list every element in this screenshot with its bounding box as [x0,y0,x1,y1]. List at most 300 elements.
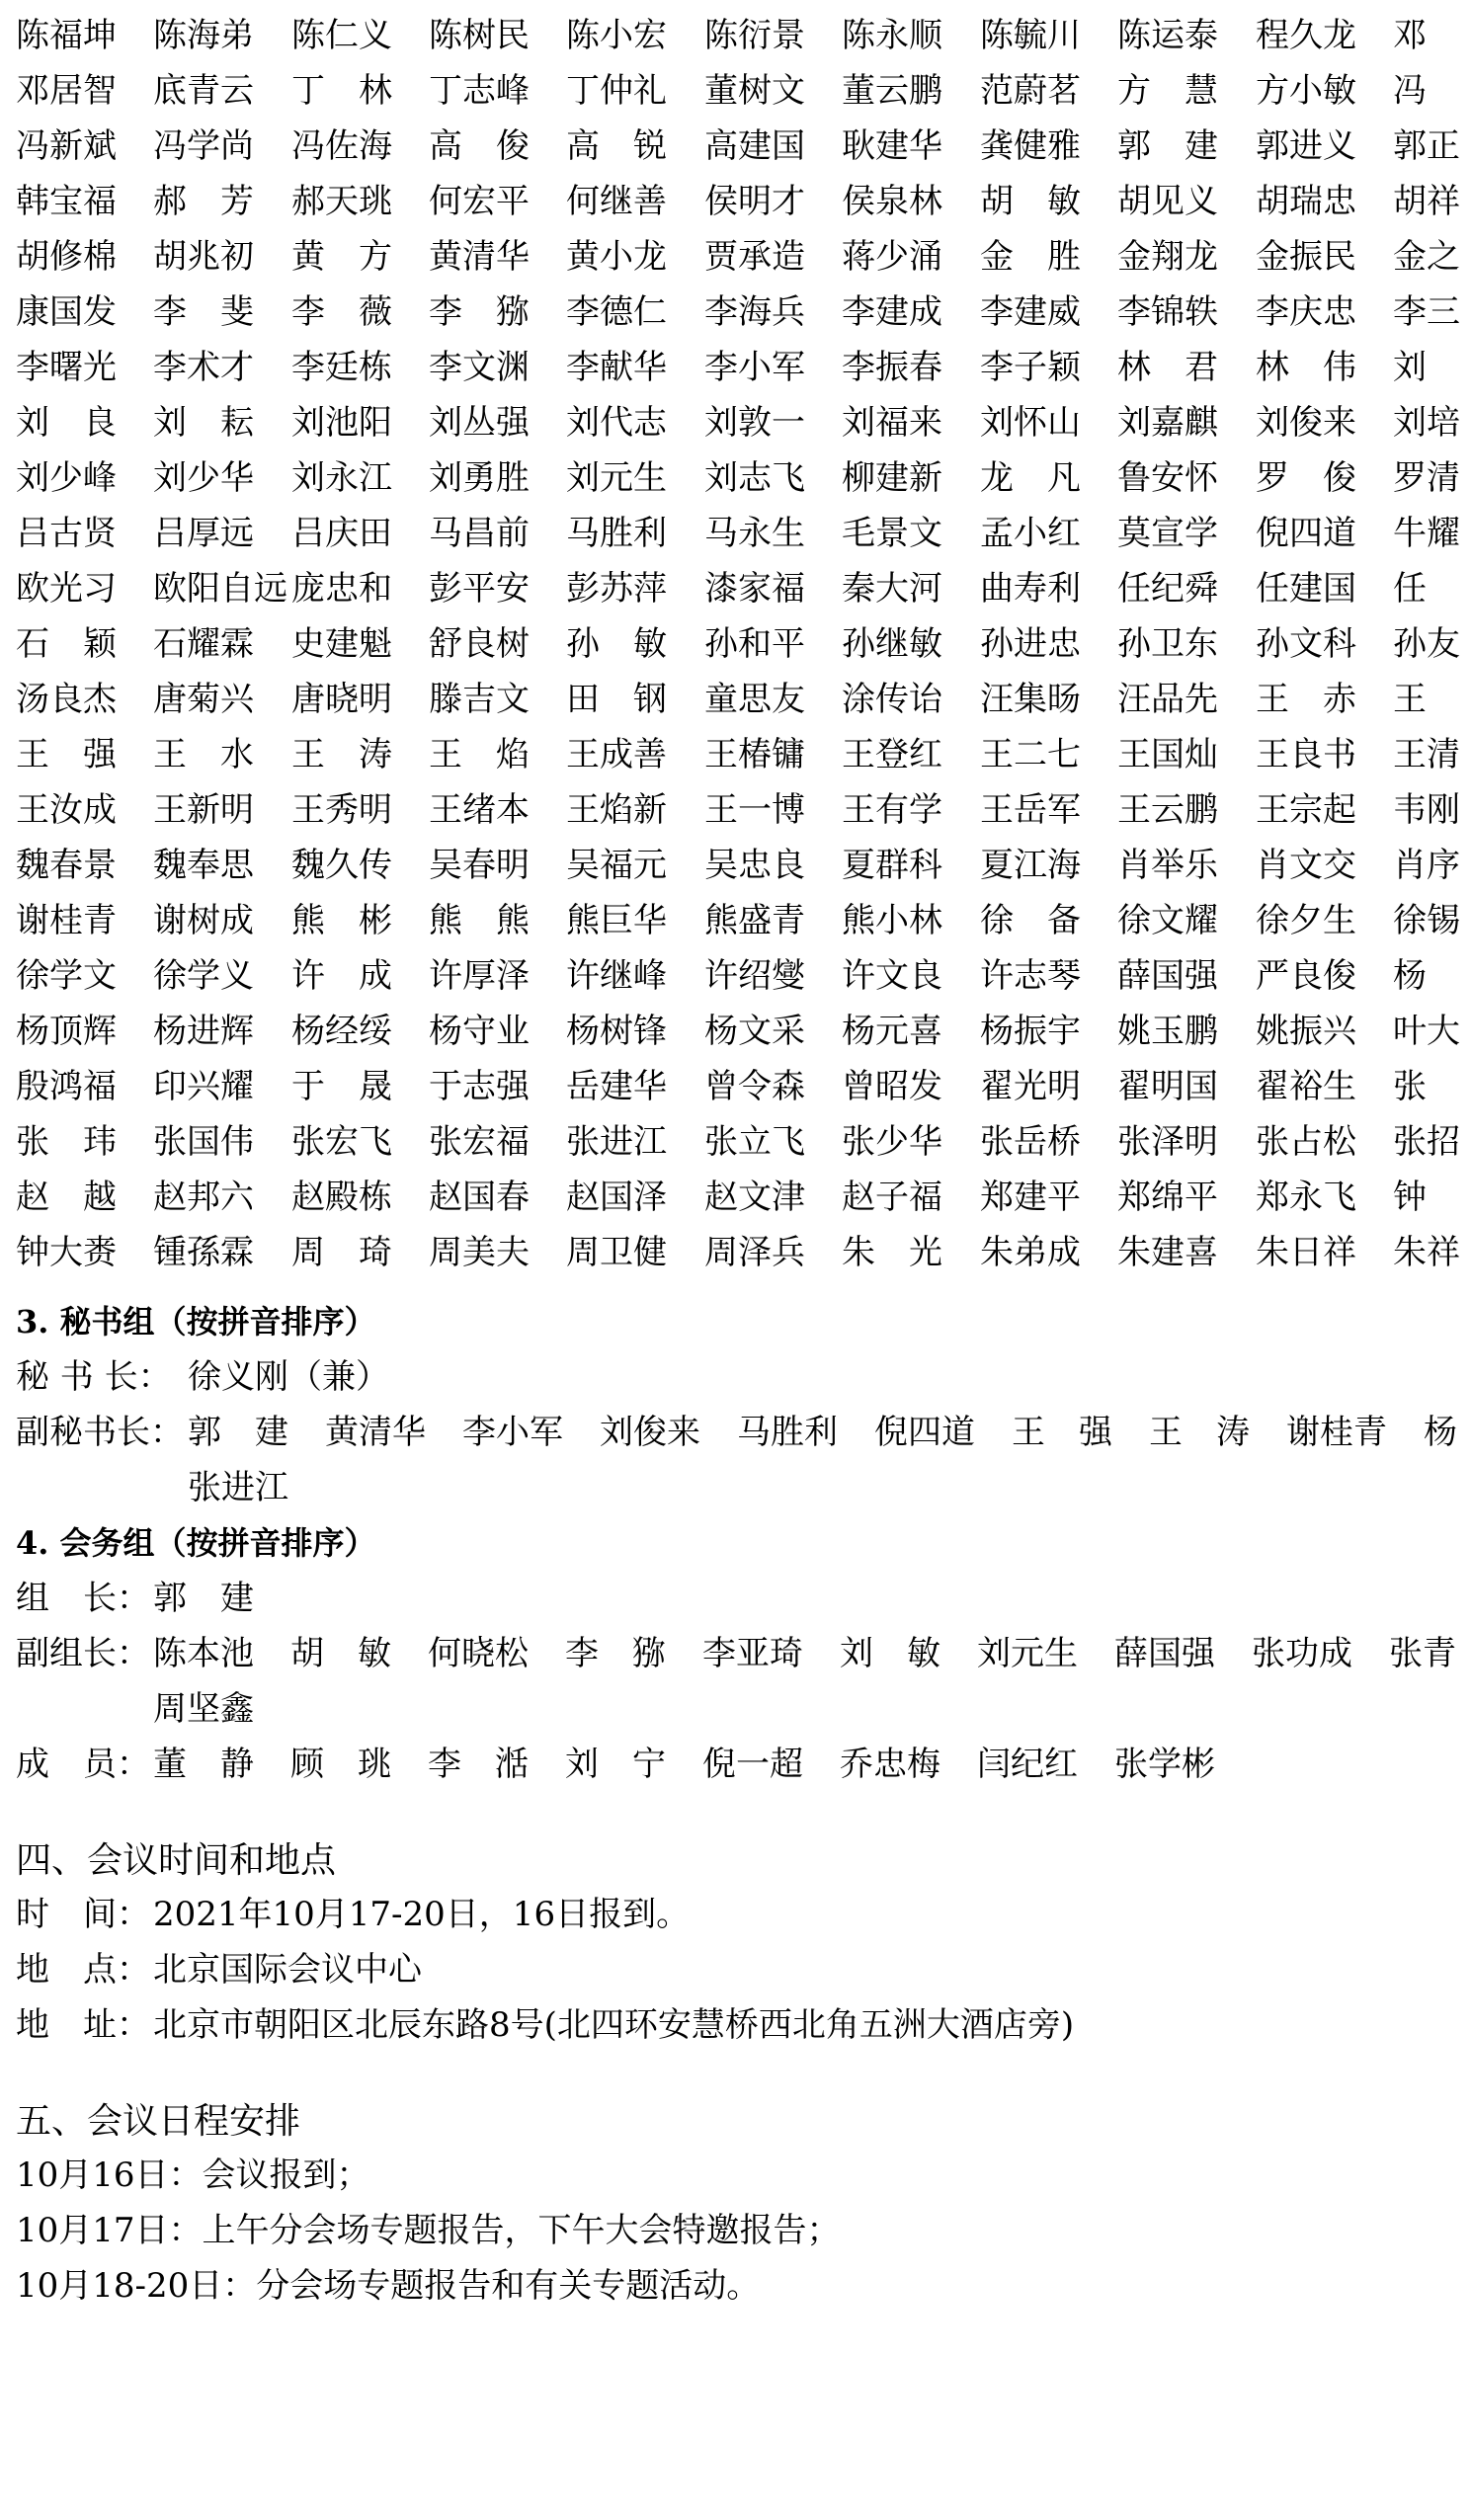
person-name: 张宏福 [429,1122,530,1162]
person-name: 侯明才 [704,182,805,221]
schedule-heading: 五、会议日程安排 [16,2101,301,2142]
person-name: 何宏平 [429,182,530,221]
person-name: 张占松 [1256,1122,1356,1162]
person-name: 李 猕 [429,292,530,332]
person-name: 李小军 [704,348,805,387]
affairs-heading: 4. 会务组（按拼音排序） [16,1524,376,1562]
person-name: 倪四道 [874,1413,975,1452]
time-label: 时 间： [16,1895,150,1934]
person-name: 陈衍景 [704,16,805,55]
person-name: 王椿镛 [704,735,805,774]
person-name: 刘少华 [153,458,254,498]
person-name: 唐晓明 [291,680,392,719]
person-name: 金翔龙 [1117,237,1218,277]
person-name: 肖举乐 [1117,846,1218,885]
person-name: 杨 [1393,956,1427,996]
person-name: 孙继敏 [842,624,942,664]
person-name: 何晓松 [428,1634,529,1673]
person-name: 耿建华 [842,126,942,166]
person-name: 肖文交 [1256,846,1356,885]
person-name: 毛景文 [842,514,942,553]
person-name: 李庆忠 [1256,292,1356,332]
person-name: 王一博 [704,790,805,830]
person-name: 李小军 [462,1413,563,1452]
person-name: 魏奉思 [153,846,254,885]
person-name: 冯 [1393,71,1427,111]
person-name: 李德仁 [566,292,667,332]
person-name: 曾令森 [704,1067,805,1106]
person-name: 郝天珧 [291,182,392,221]
person-name: 刘元生 [566,458,667,498]
person-name: 马胜利 [566,514,667,553]
affairs-leader-value: 郭 建 [153,1579,254,1618]
person-name: 滕吉文 [429,680,530,719]
person-name: 赵邦六 [153,1178,254,1217]
person-name: 田 钢 [566,680,667,719]
person-name: 薛国强 [1117,956,1218,996]
person-name: 郑建平 [980,1178,1081,1217]
person-name: 杨振宇 [980,1012,1081,1051]
person-name: 孟小红 [980,514,1081,553]
person-name: 许继峰 [566,956,667,996]
person-name: 黄小龙 [566,237,667,277]
person-name: 夏江海 [980,846,1081,885]
person-name: 刘勇胜 [429,458,530,498]
person-name: 胡见义 [1117,182,1218,221]
person-name: 刘俊来 [600,1413,700,1452]
person-name: 刘元生 [977,1634,1078,1673]
person-name: 胡 敏 [980,182,1081,221]
person-name: 周 琦 [291,1233,392,1272]
person-name: 冯新斌 [16,126,117,166]
person-name: 魏久传 [291,846,392,885]
person-name: 王二七 [980,735,1081,774]
affairs-deputy-line2: 周坚鑫 [153,1689,254,1729]
affairs-deputy-label: 副组长： [16,1634,150,1673]
person-name: 董云鹏 [842,71,942,111]
person-name: 吕古贤 [16,514,117,553]
person-name: 胡兆初 [153,237,254,277]
person-name: 韦刚 [1393,790,1460,830]
person-name: 许志琴 [980,956,1081,996]
person-name: 张青 [1389,1634,1456,1673]
person-name: 锺孫霖 [153,1233,254,1272]
person-name: 于 晟 [291,1067,392,1106]
person-name: 朱日祥 [1256,1233,1356,1272]
person-name: 孙卫东 [1117,624,1218,664]
deputy-secretary-label: 副秘书长： [16,1413,184,1452]
person-name: 王 水 [153,735,254,774]
person-name: 陈海弟 [153,16,254,55]
person-name: 朱祥 [1393,1233,1460,1272]
person-name: 胡修棉 [16,237,117,277]
person-name: 刘 良 [16,403,117,443]
person-name: 黄清华 [429,237,530,277]
person-name: 王 强 [16,735,117,774]
person-name: 冯佐海 [291,126,392,166]
person-name: 张少华 [842,1122,942,1162]
person-name: 王 [1393,680,1427,719]
person-name: 金 胜 [980,237,1081,277]
person-name: 黄 方 [291,237,392,277]
person-name: 王 涛 [1149,1413,1250,1452]
person-name: 高 锐 [566,126,667,166]
person-name: 刘代志 [566,403,667,443]
person-name: 谢树成 [153,901,254,940]
person-name: 肖序 [1393,846,1460,885]
person-name: 欧光习 [16,569,117,609]
person-name: 范蔚茗 [980,71,1081,111]
person-name: 许文良 [842,956,942,996]
person-name: 石 颖 [16,624,117,664]
person-name: 熊 彬 [291,901,392,940]
person-name: 赵国泽 [566,1178,667,1217]
person-name: 孙文科 [1256,624,1356,664]
person-name: 熊巨华 [566,901,667,940]
person-name: 徐文耀 [1117,901,1218,940]
person-name: 牛耀 [1393,514,1460,553]
person-name: 周卫健 [566,1233,667,1272]
person-name: 胡祥 [1393,182,1460,221]
address-label: 地 址： [16,2005,150,2045]
person-name: 任纪舜 [1117,569,1218,609]
person-name: 王成善 [566,735,667,774]
person-name: 魏春景 [16,846,117,885]
person-name: 张宏飞 [291,1122,392,1162]
person-name: 彭平安 [429,569,530,609]
person-name: 林 伟 [1256,348,1356,387]
person-name: 程久龙 [1256,16,1356,55]
affairs-members-label: 成 员： [16,1745,150,1784]
person-name: 叶大 [1393,1012,1460,1051]
person-name: 任建国 [1256,569,1356,609]
person-name: 张 玮 [16,1122,117,1162]
person-name: 莫宣学 [1117,514,1218,553]
person-name: 汪品先 [1117,680,1218,719]
person-name: 陈永顺 [842,16,942,55]
person-name: 熊 熊 [429,901,530,940]
place-value: 北京国际会议中心 [153,1950,422,1990]
person-name: 王新明 [153,790,254,830]
person-name: 孙 敏 [566,624,667,664]
person-name: 李建成 [842,292,942,332]
person-name: 张功成 [1252,1634,1352,1673]
person-name: 孙和平 [704,624,805,664]
person-name: 舒良树 [429,624,530,664]
person-name: 马昌前 [429,514,530,553]
person-name: 徐锡 [1393,901,1460,940]
person-name: 胡瑞忠 [1256,182,1356,221]
person-name: 杨 [1424,1413,1457,1452]
person-name: 王秀明 [291,790,392,830]
person-name: 罗 俊 [1256,458,1356,498]
person-name: 李廷栋 [291,348,392,387]
person-name: 徐学义 [153,956,254,996]
person-name: 熊小林 [842,901,942,940]
person-name: 张国伟 [153,1122,254,1162]
person-name: 李 猕 [565,1634,666,1673]
person-name: 陈毓川 [980,16,1081,55]
person-name: 王有学 [842,790,942,830]
person-name: 乔忠梅 [840,1745,940,1784]
person-name: 李术才 [153,348,254,387]
person-name: 倪一超 [702,1745,803,1784]
person-name: 王清 [1393,735,1460,774]
person-name: 陈仁义 [291,16,392,55]
person-name: 王绪本 [429,790,530,830]
person-name: 柳建新 [842,458,942,498]
person-name: 李亚琦 [702,1634,803,1673]
person-name: 严良俊 [1256,956,1356,996]
person-name: 秦大河 [842,569,942,609]
secretariat-heading: 3. 秘书组（按拼音排序） [16,1303,376,1341]
person-name: 许 成 [291,956,392,996]
person-name: 漆家福 [704,569,805,609]
person-name: 吕庆田 [291,514,392,553]
person-name: 高建国 [704,126,805,166]
person-name: 郭正 [1393,126,1460,166]
person-name: 孙进忠 [980,624,1081,664]
person-name: 王焰新 [566,790,667,830]
person-name: 郝 芳 [153,182,254,221]
person-name: 汤良杰 [16,680,117,719]
person-name: 马永生 [704,514,805,553]
person-name: 金振民 [1256,237,1356,277]
person-name: 蒋少涌 [842,237,942,277]
person-name: 方小敏 [1256,71,1356,111]
person-name: 谢桂青 [1286,1413,1387,1452]
person-name: 金之 [1393,237,1460,277]
person-name: 龚健雅 [980,126,1081,166]
schedule-item: 10月18-20日：分会场专题报告和有关专题活动。 [16,2266,761,2306]
person-name: 赵文津 [704,1178,805,1217]
person-name: 翟明国 [1117,1067,1218,1106]
person-name: 陈本池 [153,1634,254,1673]
person-name: 朱 光 [842,1233,942,1272]
person-name: 黄清华 [325,1413,426,1452]
person-name: 李献华 [566,348,667,387]
person-name: 丁仲礼 [566,71,667,111]
person-name: 底青云 [153,71,254,111]
person-name: 于志强 [429,1067,530,1106]
secretary-general-label: 秘 书 长： [16,1357,172,1397]
person-name: 胡 敏 [290,1634,391,1673]
person-name: 汪集旸 [980,680,1081,719]
person-name: 孙友 [1393,624,1460,664]
person-name: 唐菊兴 [153,680,254,719]
deputy-secretary-line2: 张进江 [188,1468,288,1507]
person-name: 王 赤 [1256,680,1356,719]
person-name: 熊盛青 [704,901,805,940]
person-name: 曲寿利 [980,569,1081,609]
person-name: 李子颖 [980,348,1081,387]
person-name: 刘池阳 [291,403,392,443]
person-name: 顾 珧 [290,1745,391,1784]
person-name: 李建威 [980,292,1081,332]
person-name: 刘丛强 [429,403,530,443]
schedule-item: 10月17日：上午分会场专题报告，下午大会特邀报告； [16,2211,841,2250]
person-name: 刘培 [1393,403,1460,443]
person-name: 张招 [1393,1122,1460,1162]
secretary-general-value: 徐义刚（兼） [188,1357,389,1397]
person-name: 陈福坤 [16,16,117,55]
person-name: 翟裕生 [1256,1067,1356,1106]
person-name: 郭进义 [1256,126,1356,166]
person-name: 张立飞 [704,1122,805,1162]
person-name: 朱弟成 [980,1233,1081,1272]
person-name: 张泽明 [1117,1122,1218,1162]
person-name: 方 慧 [1117,71,1218,111]
person-name: 岳建华 [566,1067,667,1106]
person-name: 龙 凡 [980,458,1081,498]
person-name: 周泽兵 [704,1233,805,1272]
person-name: 张学彬 [1114,1745,1215,1784]
person-name: 王国灿 [1117,735,1218,774]
person-name: 杨经绥 [291,1012,392,1051]
person-name: 邓居智 [16,71,117,111]
person-name: 李振春 [842,348,942,387]
person-name: 张进江 [566,1122,667,1162]
person-name: 刘俊来 [1256,403,1356,443]
person-name: 闫纪红 [977,1745,1078,1784]
person-name: 杨守业 [429,1012,530,1051]
person-name: 徐夕生 [1256,901,1356,940]
person-name: 陈树民 [429,16,530,55]
person-name: 朱建喜 [1117,1233,1218,1272]
person-name: 侯泉林 [842,182,942,221]
person-name: 王良书 [1256,735,1356,774]
person-name: 刘志飞 [704,458,805,498]
person-name: 石耀霖 [153,624,254,664]
person-name: 徐 备 [980,901,1081,940]
person-name: 王云鹏 [1117,790,1218,830]
person-name: 郑永飞 [1256,1178,1356,1217]
person-name: 赵殿栋 [291,1178,392,1217]
person-name: 吴春明 [429,846,530,885]
person-name: 张岳桥 [980,1122,1081,1162]
person-name: 杨元喜 [842,1012,942,1051]
schedule-item: 10月16日：会议报到； [16,2155,370,2195]
person-name: 庞忠和 [291,569,392,609]
person-name: 刘怀山 [980,403,1081,443]
time-value: 2021年10月17-20日，16日报到。 [153,1895,691,1934]
person-name: 刘敦一 [704,403,805,443]
person-name: 李海兵 [704,292,805,332]
person-name: 刘 敏 [840,1634,940,1673]
person-name: 刘嘉麒 [1117,403,1218,443]
person-name: 薛国强 [1114,1634,1215,1673]
person-name: 韩宝福 [16,182,117,221]
person-name: 刘少峰 [16,458,117,498]
person-name: 赵子福 [842,1178,942,1217]
person-name: 张 [1393,1067,1427,1106]
person-name: 倪四道 [1256,514,1356,553]
person-name: 翟光明 [980,1067,1081,1106]
person-name: 徐学文 [16,956,117,996]
person-name: 李 薇 [291,292,392,332]
person-name: 王 焰 [429,735,530,774]
person-name: 陈小宏 [566,16,667,55]
person-name: 鲁安怀 [1117,458,1218,498]
person-name: 刘永江 [291,458,392,498]
person-name: 王宗起 [1256,790,1356,830]
person-name: 高 俊 [429,126,530,166]
person-name: 童思友 [704,680,805,719]
person-name: 郑绵平 [1117,1178,1218,1217]
person-name: 贾承造 [704,237,805,277]
person-name: 夏群科 [842,846,942,885]
person-name: 任 [1393,569,1427,609]
person-name: 杨文采 [704,1012,805,1051]
person-name: 刘 宁 [565,1745,666,1784]
person-name: 邓 [1393,16,1427,55]
person-name: 董 静 [153,1745,254,1784]
person-name: 杨进辉 [153,1012,254,1051]
person-name: 丁 林 [291,71,392,111]
person-name: 郭 建 [188,1413,288,1452]
person-name: 赵 越 [16,1178,117,1217]
person-name: 欧阳自远 [153,569,287,609]
person-name: 史建魁 [291,624,392,664]
person-name: 马胜利 [737,1413,838,1452]
person-name: 王岳军 [980,790,1081,830]
person-name: 李锦轶 [1117,292,1218,332]
person-name: 姚玉鹏 [1117,1012,1218,1051]
person-name: 王 强 [1012,1413,1112,1452]
person-name: 李三 [1393,292,1460,332]
person-name: 康国发 [16,292,117,332]
person-name: 何继善 [566,182,667,221]
person-name: 杨树锋 [566,1012,667,1051]
person-name: 冯学尚 [153,126,254,166]
person-name: 殷鸿福 [16,1067,117,1106]
person-name: 周美夫 [429,1233,530,1272]
person-name: 许绍燮 [704,956,805,996]
person-name: 李文渊 [429,348,530,387]
person-name: 陈运泰 [1117,16,1218,55]
person-name: 钟大赉 [16,1233,117,1272]
person-name: 赵国春 [429,1178,530,1217]
place-label: 地 点： [16,1950,150,1990]
person-name: 吕厚远 [153,514,254,553]
person-name: 王 涛 [291,735,392,774]
person-name: 钟 [1393,1178,1427,1217]
person-name: 涂传诒 [842,680,942,719]
person-name: 杨顶辉 [16,1012,117,1051]
person-name: 王汝成 [16,790,117,830]
affairs-leader-label: 组 长： [16,1579,150,1618]
person-name: 董树文 [704,71,805,111]
person-name: 曾昭发 [842,1067,942,1106]
person-name: 许厚泽 [429,956,530,996]
person-name: 彭苏萍 [566,569,667,609]
person-name: 丁志峰 [429,71,530,111]
person-name: 王登红 [842,735,942,774]
person-name: 李曙光 [16,348,117,387]
person-name: 郭 建 [1117,126,1218,166]
person-name: 谢桂青 [16,901,117,940]
person-name: 刘 耘 [153,403,254,443]
person-name: 姚振兴 [1256,1012,1356,1051]
person-name: 吴忠良 [704,846,805,885]
person-name: 刘 [1393,348,1427,387]
time-place-heading: 四、会议时间和地点 [16,1840,337,1881]
person-name: 印兴耀 [153,1067,254,1106]
person-name: 刘福来 [842,403,942,443]
person-name: 李 斐 [153,292,254,332]
address-value: 北京市朝阳区北辰东路8号(北四环安慧桥西北角五洲大酒店旁) [153,2005,1075,2045]
person-name: 吴福元 [566,846,667,885]
